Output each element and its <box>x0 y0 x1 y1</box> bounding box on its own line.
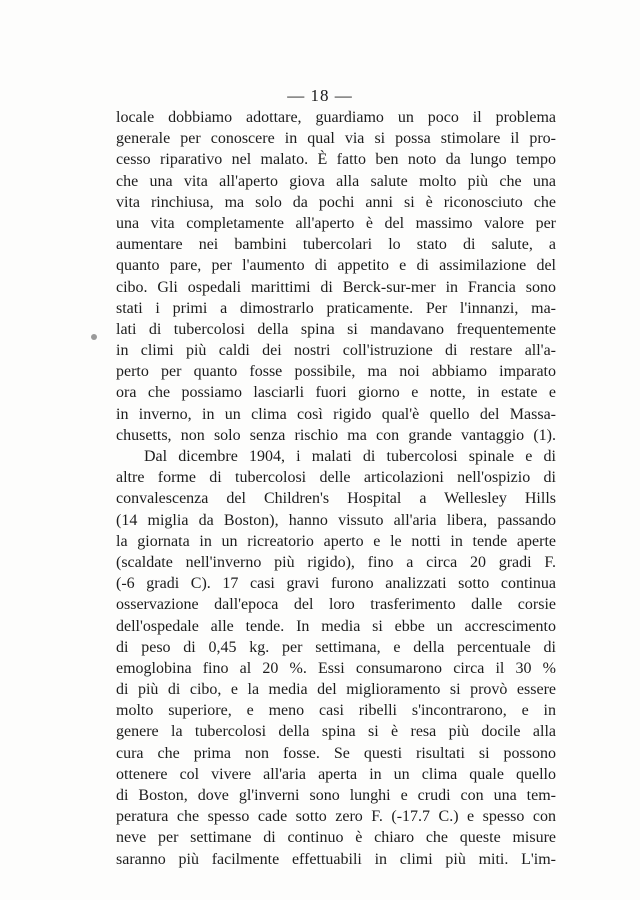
text-line: quanto pare, per l'aumento di appetito e di assimilazione del <box>116 257 556 275</box>
text-line: in climi più caldi dei nostri coll'istruzione di restare all'a- <box>116 342 556 360</box>
text-line: cesso riparativo nel malato. È fatto ben noto da lungo tempo <box>116 151 556 169</box>
text-line: vita rinchiusa, ma solo da pochi anni si è riconosciuto che <box>116 193 556 211</box>
text-line: che una vita all'aperto giova alla salute molto più che una <box>116 172 556 190</box>
text-line: in inverno, in un clima così rigido qual'è quello del Massa- <box>116 405 556 423</box>
text-line: (14 miglia da Boston), hanno vissuto all'aria libera, passando <box>116 511 556 529</box>
text-line: genere la tubercolosi della spina si è resa più docile alla <box>116 723 556 741</box>
text-line: emoglobina fino al 20 %. Essi consumarono circa il 30 % <box>116 659 556 677</box>
text-line: stati i primi a dimostrarlo praticamente. Per l'innanzi, ma- <box>116 299 556 317</box>
page-number: — 18 — <box>287 86 353 105</box>
text-line: di Boston, dove gl'inverni sono lunghi e crudi con una tem- <box>116 787 556 804</box>
text-line: dell'ospedale alle tende. In media si ebbe un accrescimento <box>116 617 556 635</box>
text-line: cibo. Gli ospedali marittimi di Berck-sur-mer in Francia sono <box>116 278 556 296</box>
text-line: convalescenza del Children's Hospital a Wellesley Hills <box>116 490 556 508</box>
text-line: di più di cibo, e la media del miglioramento si provò essere <box>116 681 556 699</box>
margin-mark <box>91 334 97 340</box>
text-line: (scaldate nell'inverno più rigido), fino a circa 20 gradi F. <box>116 553 556 571</box>
body-text <box>116 107 556 870</box>
text-line: osservazione dall'epoca del loro trasferimento dalle corsie <box>116 596 556 614</box>
text-line: aumentare nei bambini tubercolari lo stato di salute, a <box>116 236 556 254</box>
text-line: locale dobbiamo adottare, guardiamo un poco il problema <box>116 109 556 126</box>
text-line: di peso di 0,45 kg. per settimana, e della percentuale di <box>116 638 556 656</box>
text-line: cura che prima non fosse. Se questi risultati si possono <box>116 744 556 762</box>
text-line: (-6 gradi C). 17 casi gravi furono analizzati sotto continua <box>116 575 556 593</box>
text-line: una vita completamente all'aperto è del massimo valore per <box>116 214 556 232</box>
text-line: generale per conoscere in qual via si possa stimolare il pro- <box>116 130 556 148</box>
text-line: ottenere col vivere all'aria aperta in un clima quale quello <box>116 765 556 783</box>
text-line: saranno più facilmente effettuabili in climi più miti. L'im- <box>116 850 556 868</box>
text-line: altre forme di tubercolosi delle articolazioni nell'ospizio di <box>116 469 556 487</box>
text-line: lati di tubercolosi della spina si mandavano frequentemente <box>116 320 556 338</box>
text-line: Dal dicembre 1904, i malati di tubercolosi spinale e di <box>144 448 556 465</box>
text-line: perto per quanto fosse possibile, ma noi abbiamo imparato <box>116 363 556 381</box>
text-line: peratura che spesso cade sotto zero F. (-17.7 C.) e spesso con <box>116 808 556 826</box>
text-line: neve per settimane di continuo è chiaro che queste misure <box>116 829 556 847</box>
text-line: la giornata in un ricreatorio aperto e le notti in tende aperte <box>116 532 556 550</box>
text-line: ora che possiamo lasciarli fuori giorno e notte, in estate e <box>116 384 556 402</box>
text-line: molto superiore, e meno casi ribelli s'incontrarono, e in <box>116 702 556 720</box>
text-line: chusetts, non solo senza rischio ma con grande vantaggio (1). <box>116 426 556 444</box>
